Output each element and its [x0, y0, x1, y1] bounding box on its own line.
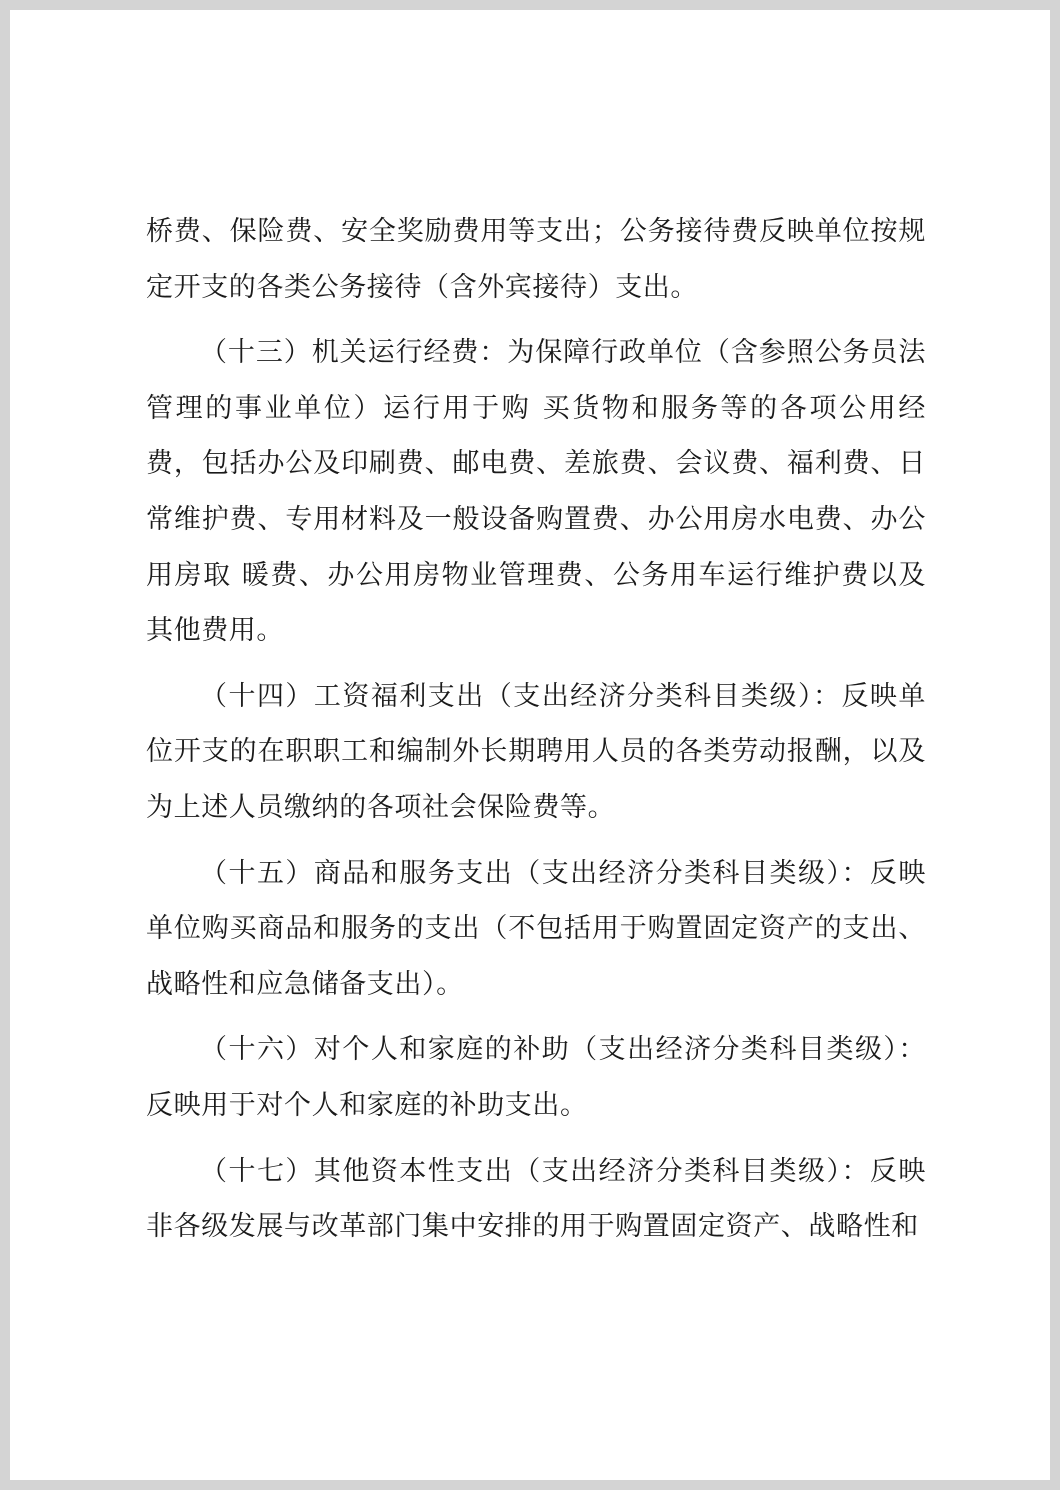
page-body — [146, 204, 926, 1265]
paragraph-13-operating-expenses: （十三）机关运行经费：为保障行政单位（含参照公务员法管理的事业单位）运行用于购 买货物和服务等的各项公用经费，包括办公及印刷费、邮电费、差旅费、会议费、福利费、日常维护费、专用材料及一般设备购置费、办公用房水电费、办公用房取 暖费、办公用房物业管理费、公务用车运行维护费以及其他费用。 — [146, 337, 926, 647]
paragraph-continuation: 桥费、保险费、安全奖励费用等支出；公务接待费反映单位按规定开支的各类公务接待（含外宾接待）支出。 — [146, 216, 926, 303]
paragraph-16-subsidies-households: （十六）对个人和家庭的补助（支出经济分类科目类级）：反映用于对个人和家庭的补助支出。 — [146, 1034, 926, 1121]
paragraph-15-goods-services: （十五）商品和服务支出（支出经济分类科目类级）：反映单位购买商品和服务的支出（不包括用于购置固定资产的支出、战略性和应急储备支出）。 — [146, 857, 926, 1000]
paragraph-14-wages-welfare: （十四）工资福利支出（支出经济分类科目类级）：反映单位开支的在职职工和编制外长期聘用人员的各类劳动报酬，以及为上述人员缴纳的各项社会保险费等。 — [146, 680, 926, 823]
document-page — [10, 10, 1050, 1480]
paragraph-17-other-capital: （十七）其他资本性支出（支出经济分类科目类级）：反映非各级发展与改革部门集中安排的用于购置固定资产、战略性和 — [146, 1155, 926, 1243]
